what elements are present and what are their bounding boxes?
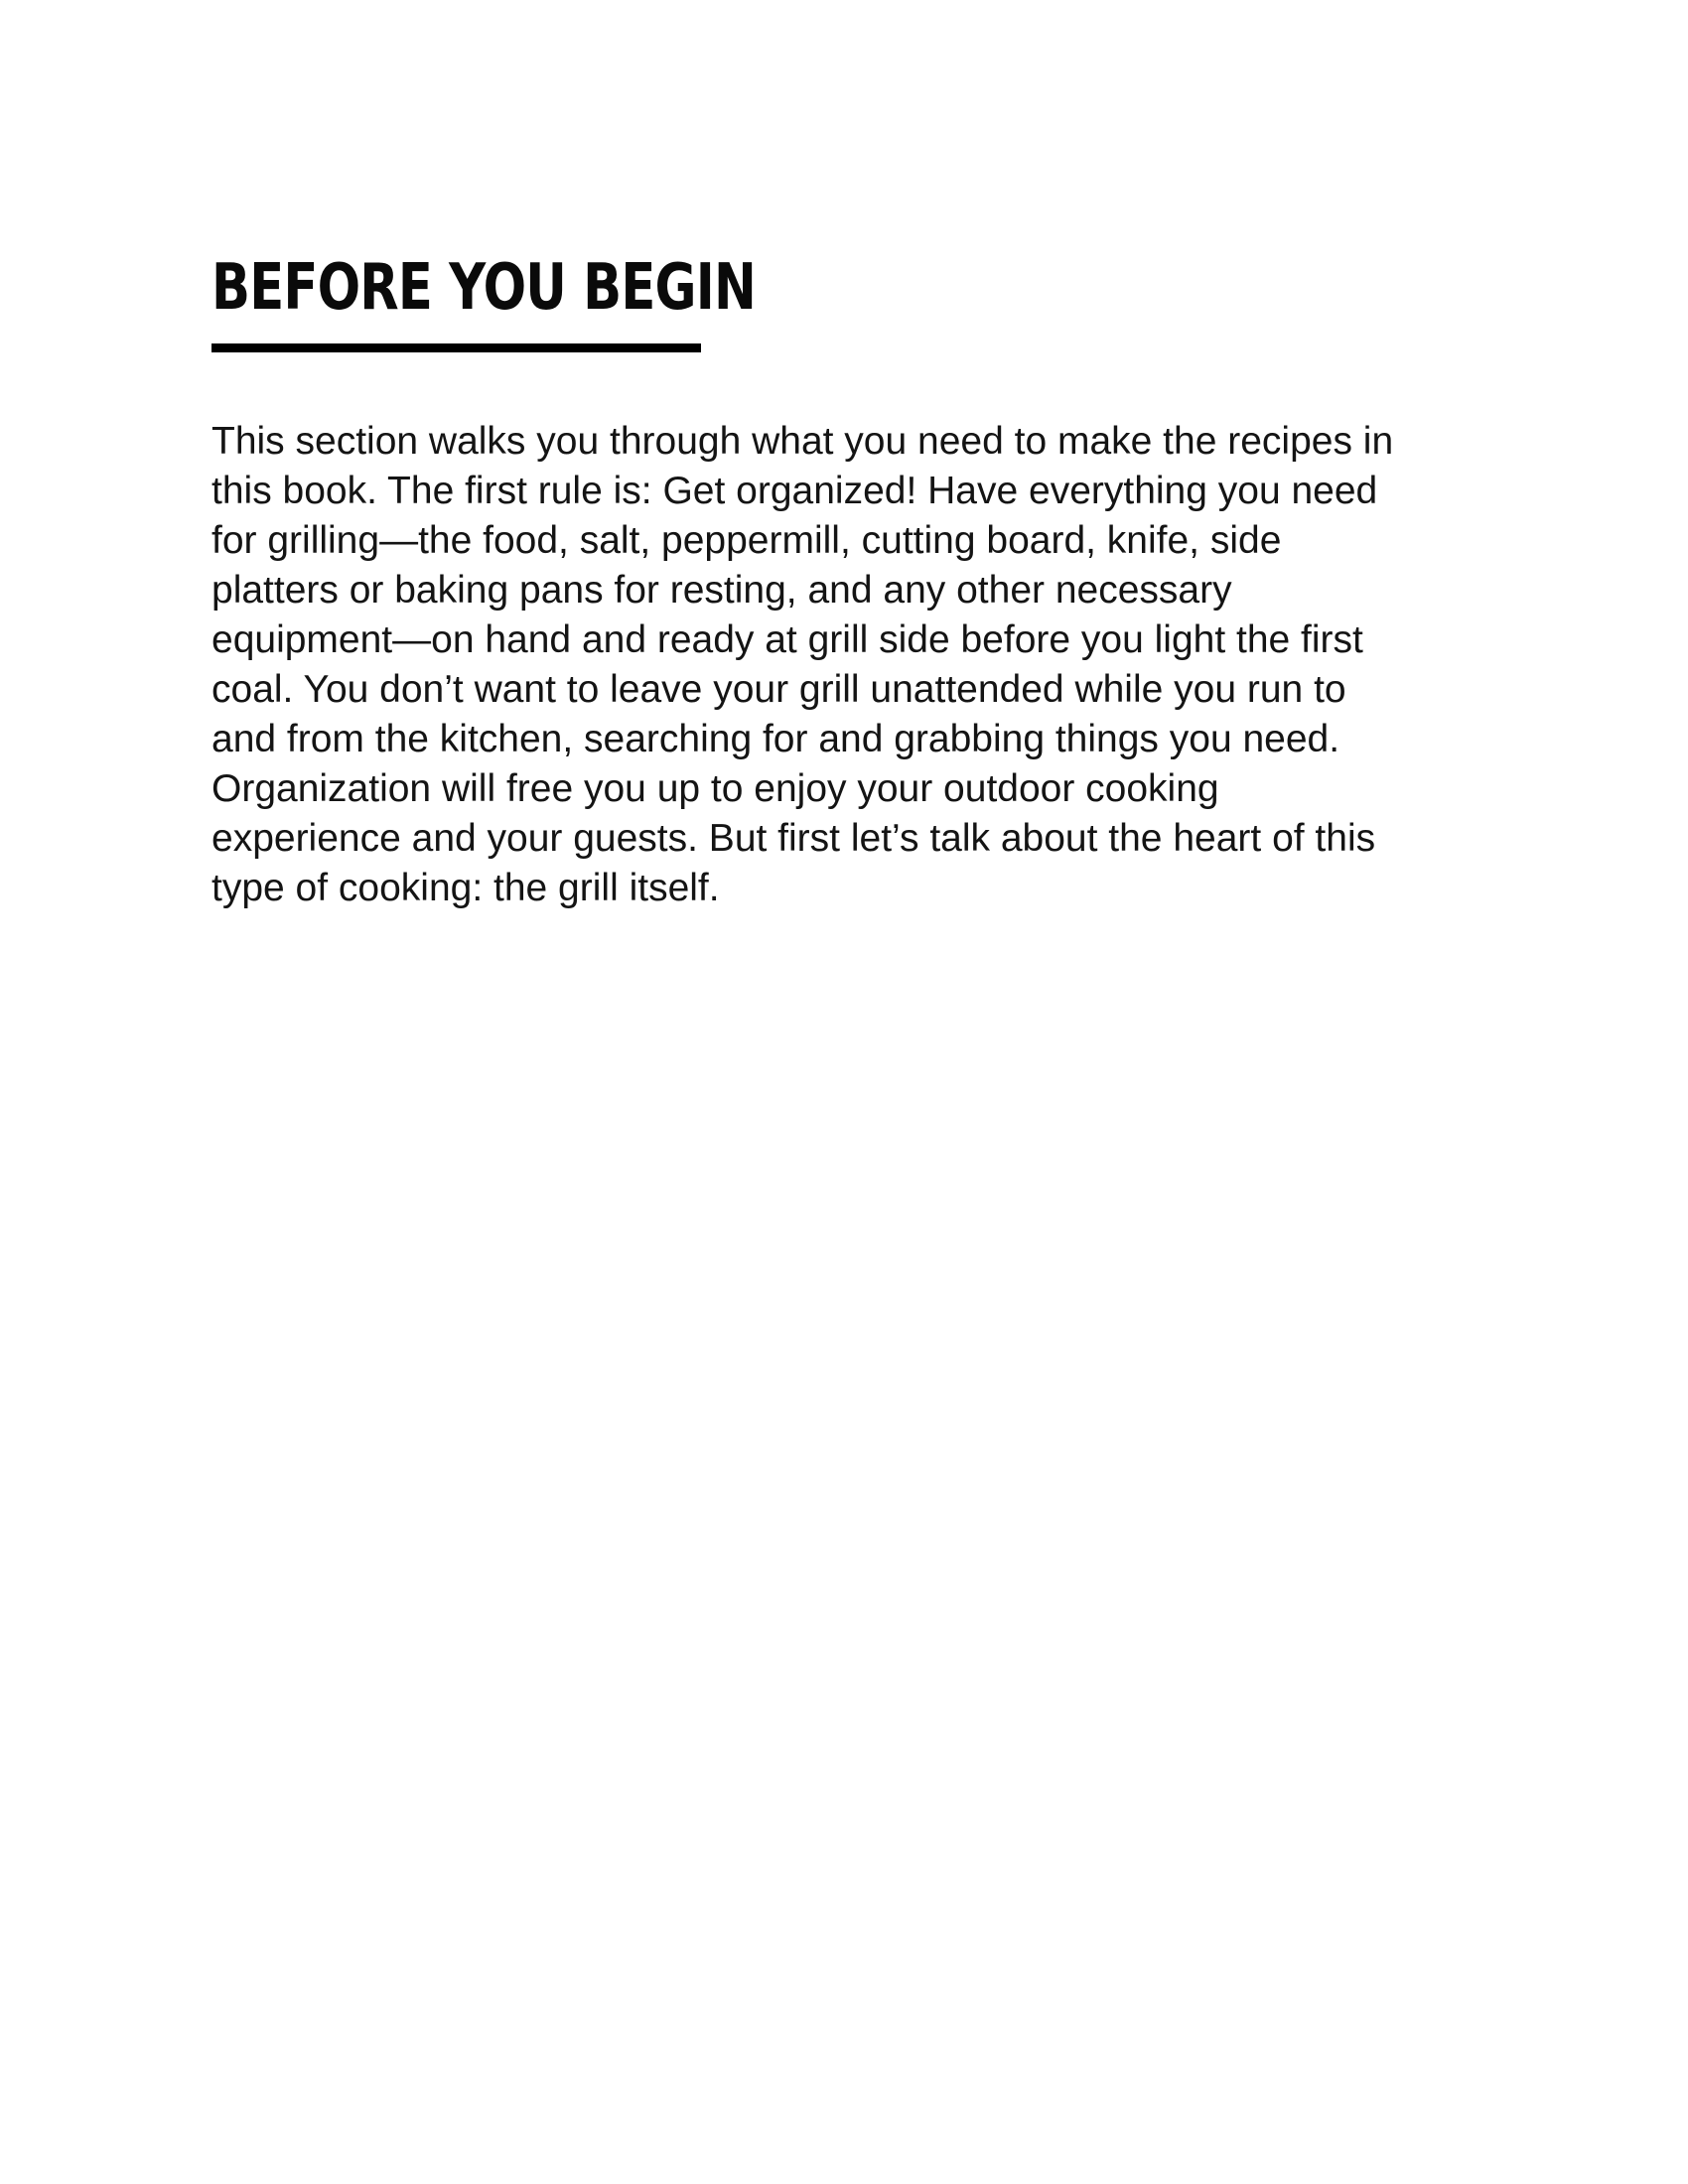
body-line: platters or baking pans for resting, and any other necessary bbox=[211, 569, 1232, 612]
body-line: This section walks you through what you need to make the recipes in bbox=[211, 420, 1394, 463]
body-line: for grilling—the food, salt, peppermill, cutting board, knife, side bbox=[211, 519, 1282, 562]
body-line: experience and your guests. But first let’s talk about the heart of this bbox=[211, 817, 1376, 860]
body-line: coal. You don’t want to leave your grill unattended while you run to bbox=[211, 668, 1346, 711]
body-line: Organization will free you up to enjoy your outdoor cooking bbox=[211, 767, 1219, 810]
section-heading bbox=[211, 251, 892, 325]
body-line: equipment—on hand and ready at grill side before you light the first bbox=[211, 618, 1363, 661]
body-line: and from the kitchen, searching for and grabbing things you need. bbox=[211, 718, 1340, 760]
body-paragraph bbox=[211, 417, 1502, 913]
title-underline-rule bbox=[211, 343, 701, 352]
body-line: this book. The first rule is: Get organized! Have everything you need bbox=[211, 470, 1378, 512]
section-title: BEFORE YOU BEGIN bbox=[211, 251, 757, 325]
body-line: type of cooking: the grill itself. bbox=[211, 867, 720, 909]
